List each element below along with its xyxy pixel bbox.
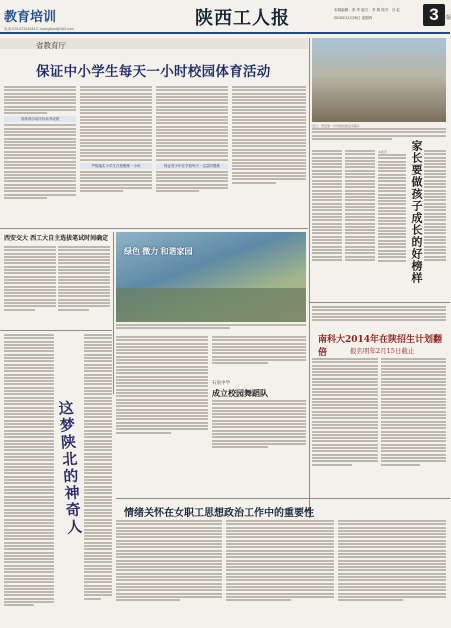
bottom-article-title: 情绪关怀在女职工思想政治工作中的重要性 <box>124 508 314 519</box>
exam-col-b <box>58 246 110 328</box>
center-col-a <box>116 336 208 464</box>
exam-bottom-rule <box>0 330 112 331</box>
lead-bottom-rule <box>0 228 308 229</box>
family-col-b <box>345 150 375 300</box>
photo-school-gate <box>312 38 446 122</box>
photo-crowd <box>116 288 306 322</box>
bottom-col-a <box>116 520 222 624</box>
page-number: 3 <box>423 4 445 26</box>
right-column-rule <box>309 38 310 518</box>
issue-date: 2015年11月26日 星期四 <box>334 16 373 20</box>
photo-banner-text: 绿色 微力 和谐家园 <box>124 247 193 256</box>
calligraphy-col-b <box>84 334 112 620</box>
contact-line: 电话:029-87344044 E-mail:gfwwi@163.com <box>4 27 74 31</box>
uni-col-b <box>381 358 446 494</box>
newspaper-masthead: 陕西工人报 <box>195 8 290 29</box>
photo-students-banner <box>116 232 306 322</box>
family-title: 家长要做孩子成长的好榜样 <box>410 140 423 284</box>
lead-col-4 <box>232 86 306 226</box>
lead-col-2 <box>80 86 152 226</box>
uni-subtitle: 报名明年2月15日截止 <box>350 347 415 355</box>
editor-credits: 本版编辑：张 华 版式：李 娟 校对：吕 虹 <box>334 8 401 12</box>
lead-col-3 <box>156 86 228 226</box>
photo-caption: 近日，西安第一中学的校园活动照片 <box>312 124 361 128</box>
dance-title: 成立校园舞蹈队 <box>212 388 268 398</box>
photo-mid-caption <box>116 324 306 332</box>
bottom-col-c <box>338 520 446 624</box>
exam-title: 西安交大 西工大自主选拔笔试时间确定 <box>4 235 109 242</box>
section-label: 省教育厅 <box>36 41 66 50</box>
exam-col-a <box>4 246 56 328</box>
family-col-d <box>424 150 446 300</box>
lead-col-1 <box>4 86 76 226</box>
uni-col-a <box>312 358 378 494</box>
family-col-a <box>312 150 342 300</box>
dance-kicker: 石泉中学 <box>212 380 230 385</box>
header-rule <box>0 32 450 34</box>
calligraphy-col-a <box>4 334 54 620</box>
lead-headline: 保证中小学生每天一小时校园体育活动 <box>36 64 271 79</box>
uni-title: 南科大2014年在陕招生计划翻倍 <box>318 335 443 358</box>
lead-subhead-3: 保证青少年在学校每天一定量的锻炼 <box>156 163 228 169</box>
page-suffix: 版 <box>446 15 451 21</box>
section-title: 教育培训 <box>4 9 57 24</box>
teacher-figure <box>312 306 446 330</box>
family-bottom-rule <box>310 302 450 303</box>
center-col-b <box>212 336 306 376</box>
photo-caption-block <box>312 124 446 146</box>
dance-body <box>212 400 306 464</box>
lead-subhead-2: 严格落实小学生在校锻炼一小时 <box>80 163 152 169</box>
bottom-top-rule <box>116 498 450 499</box>
exam-side-rule <box>113 232 114 394</box>
lead-subhead-1: 省体育活动评价高考成绩 <box>4 116 76 122</box>
calligraphy-title: 这梦陕北的神奇人 <box>56 399 84 537</box>
family-byline: 本报讯 <box>378 150 388 154</box>
bottom-col-b <box>226 520 334 624</box>
family-col-c <box>378 150 406 300</box>
